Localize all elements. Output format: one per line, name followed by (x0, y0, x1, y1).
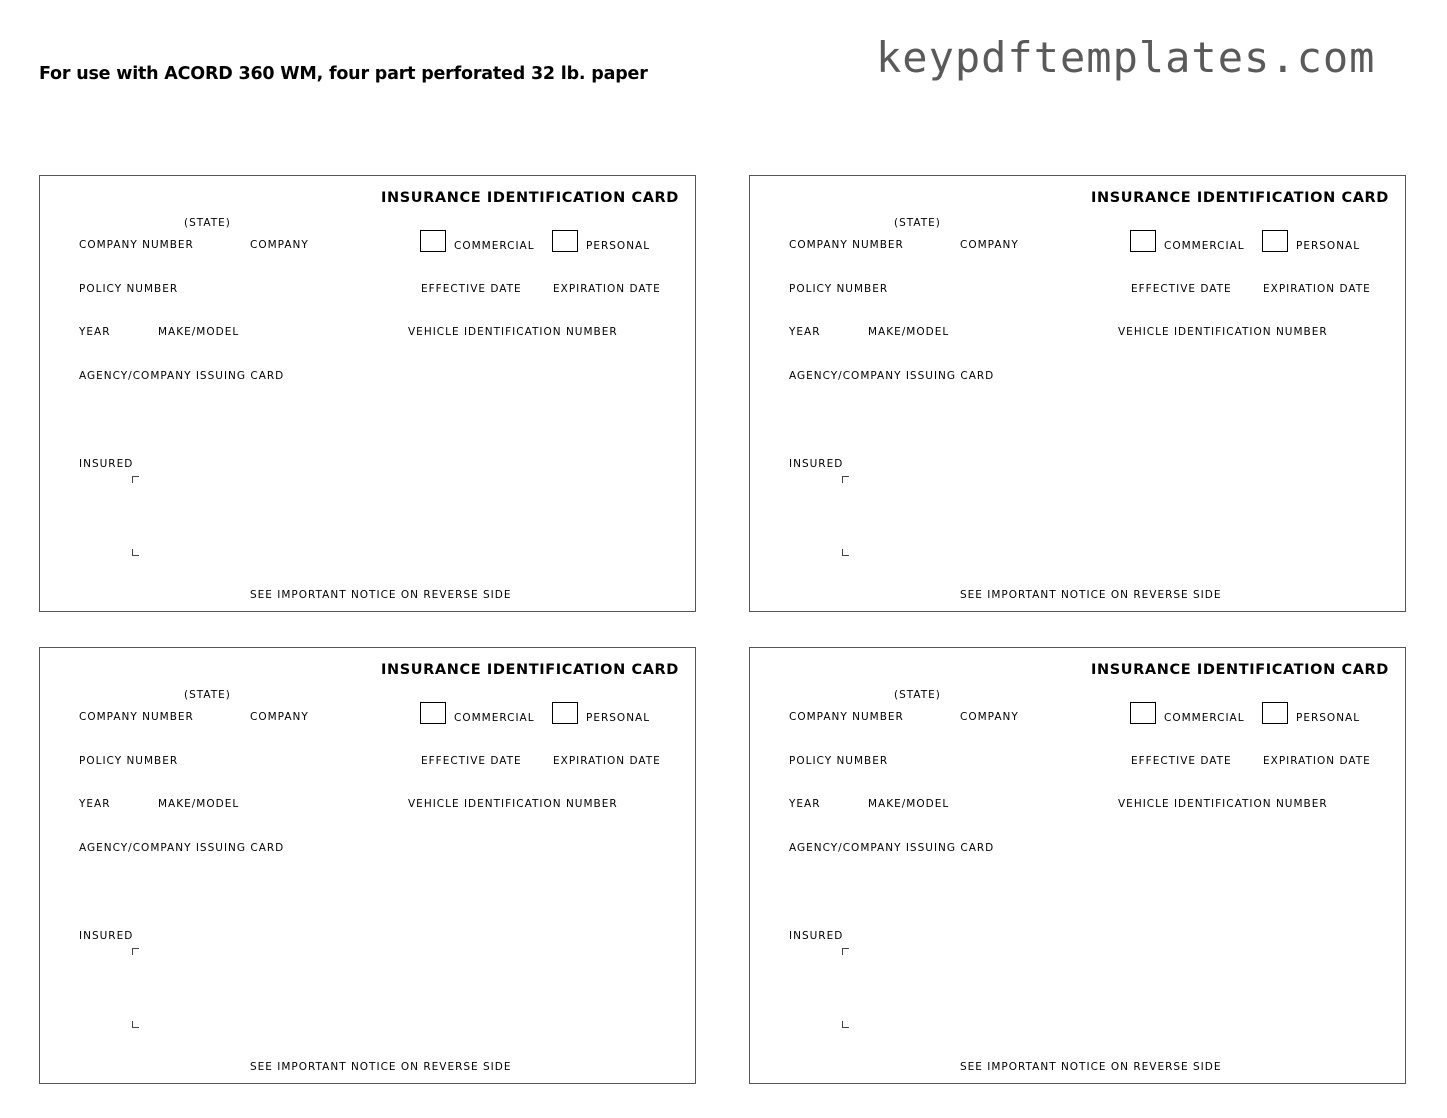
personal-label: PERSONAL (1296, 712, 1361, 724)
policy-number-label: POLICY NUMBER (789, 755, 889, 767)
card-title: INSURANCE IDENTIFICATION CARD (381, 190, 679, 206)
reverse-notice: SEE IMPORTANT NOTICE ON REVERSE SIDE (250, 1061, 512, 1073)
personal-label: PERSONAL (586, 240, 651, 252)
personal-checkbox[interactable] (1262, 230, 1288, 252)
address-corner-mark-bottom (132, 549, 139, 556)
year-label: YEAR (79, 326, 111, 338)
insurance-card-1 (39, 175, 696, 612)
vin-label: VEHICLE IDENTIFICATION NUMBER (408, 326, 618, 338)
address-corner-mark-top (842, 948, 849, 955)
expiration-date-label: EXPIRATION DATE (553, 283, 661, 295)
card-title: INSURANCE IDENTIFICATION CARD (1091, 662, 1389, 678)
personal-label: PERSONAL (1296, 240, 1361, 252)
insurance-card-2 (749, 175, 1406, 612)
state-label: (STATE) (894, 689, 941, 701)
expiration-date-label: EXPIRATION DATE (553, 755, 661, 767)
address-corner-mark-bottom (842, 549, 849, 556)
effective-date-label: EFFECTIVE DATE (1131, 283, 1232, 295)
commercial-label: COMMERCIAL (454, 712, 535, 724)
commercial-label: COMMERCIAL (1164, 240, 1245, 252)
agency-label: AGENCY/COMPANY ISSUING CARD (789, 370, 995, 382)
commercial-checkbox[interactable] (420, 230, 446, 252)
company-label: COMPANY (250, 711, 309, 723)
expiration-date-label: EXPIRATION DATE (1263, 283, 1371, 295)
personal-checkbox[interactable] (552, 702, 578, 724)
expiration-date-label: EXPIRATION DATE (1263, 755, 1371, 767)
personal-label: PERSONAL (586, 712, 651, 724)
commercial-checkbox[interactable] (1130, 702, 1156, 724)
agency-label: AGENCY/COMPANY ISSUING CARD (79, 370, 285, 382)
effective-date-label: EFFECTIVE DATE (421, 755, 522, 767)
commercial-label: COMMERCIAL (454, 240, 535, 252)
vin-label: VEHICLE IDENTIFICATION NUMBER (1118, 798, 1328, 810)
company-number-label: COMPANY NUMBER (79, 239, 194, 251)
vin-label: VEHICLE IDENTIFICATION NUMBER (1118, 326, 1328, 338)
policy-number-label: POLICY NUMBER (79, 755, 179, 767)
reverse-notice: SEE IMPORTANT NOTICE ON REVERSE SIDE (960, 589, 1222, 601)
card-title: INSURANCE IDENTIFICATION CARD (1091, 190, 1389, 206)
company-label: COMPANY (960, 239, 1019, 251)
year-label: YEAR (789, 798, 821, 810)
state-label: (STATE) (894, 217, 941, 229)
make-model-label: MAKE/MODEL (158, 798, 240, 810)
effective-date-label: EFFECTIVE DATE (421, 283, 522, 295)
insured-label: INSURED (789, 458, 844, 470)
address-corner-mark-top (132, 948, 139, 955)
insured-label: INSURED (789, 930, 844, 942)
card-title: INSURANCE IDENTIFICATION CARD (381, 662, 679, 678)
watermark-text: keypdftemplates.com (876, 33, 1376, 82)
address-corner-mark-bottom (132, 1021, 139, 1028)
effective-date-label: EFFECTIVE DATE (1131, 755, 1232, 767)
commercial-checkbox[interactable] (1130, 230, 1156, 252)
insured-label: INSURED (79, 930, 134, 942)
form-usage-note: For use with ACORD 360 WM, four part perforated 32 lb. paper (39, 64, 648, 84)
personal-checkbox[interactable] (1262, 702, 1288, 724)
address-corner-mark-top (132, 476, 139, 483)
insured-label: INSURED (79, 458, 134, 470)
state-label: (STATE) (184, 689, 231, 701)
company-label: COMPANY (250, 239, 309, 251)
company-label: COMPANY (960, 711, 1019, 723)
policy-number-label: POLICY NUMBER (79, 283, 179, 295)
year-label: YEAR (79, 798, 111, 810)
personal-checkbox[interactable] (552, 230, 578, 252)
make-model-label: MAKE/MODEL (868, 798, 950, 810)
make-model-label: MAKE/MODEL (158, 326, 240, 338)
agency-label: AGENCY/COMPANY ISSUING CARD (789, 842, 995, 854)
company-number-label: COMPANY NUMBER (789, 711, 904, 723)
vin-label: VEHICLE IDENTIFICATION NUMBER (408, 798, 618, 810)
policy-number-label: POLICY NUMBER (789, 283, 889, 295)
year-label: YEAR (789, 326, 821, 338)
agency-label: AGENCY/COMPANY ISSUING CARD (79, 842, 285, 854)
reverse-notice: SEE IMPORTANT NOTICE ON REVERSE SIDE (960, 1061, 1222, 1073)
commercial-checkbox[interactable] (420, 702, 446, 724)
insurance-card-3 (39, 647, 696, 1084)
address-corner-mark-top (842, 476, 849, 483)
reverse-notice: SEE IMPORTANT NOTICE ON REVERSE SIDE (250, 589, 512, 601)
commercial-label: COMMERCIAL (1164, 712, 1245, 724)
company-number-label: COMPANY NUMBER (79, 711, 194, 723)
company-number-label: COMPANY NUMBER (789, 239, 904, 251)
address-corner-mark-bottom (842, 1021, 849, 1028)
state-label: (STATE) (184, 217, 231, 229)
make-model-label: MAKE/MODEL (868, 326, 950, 338)
insurance-card-4 (749, 647, 1406, 1084)
